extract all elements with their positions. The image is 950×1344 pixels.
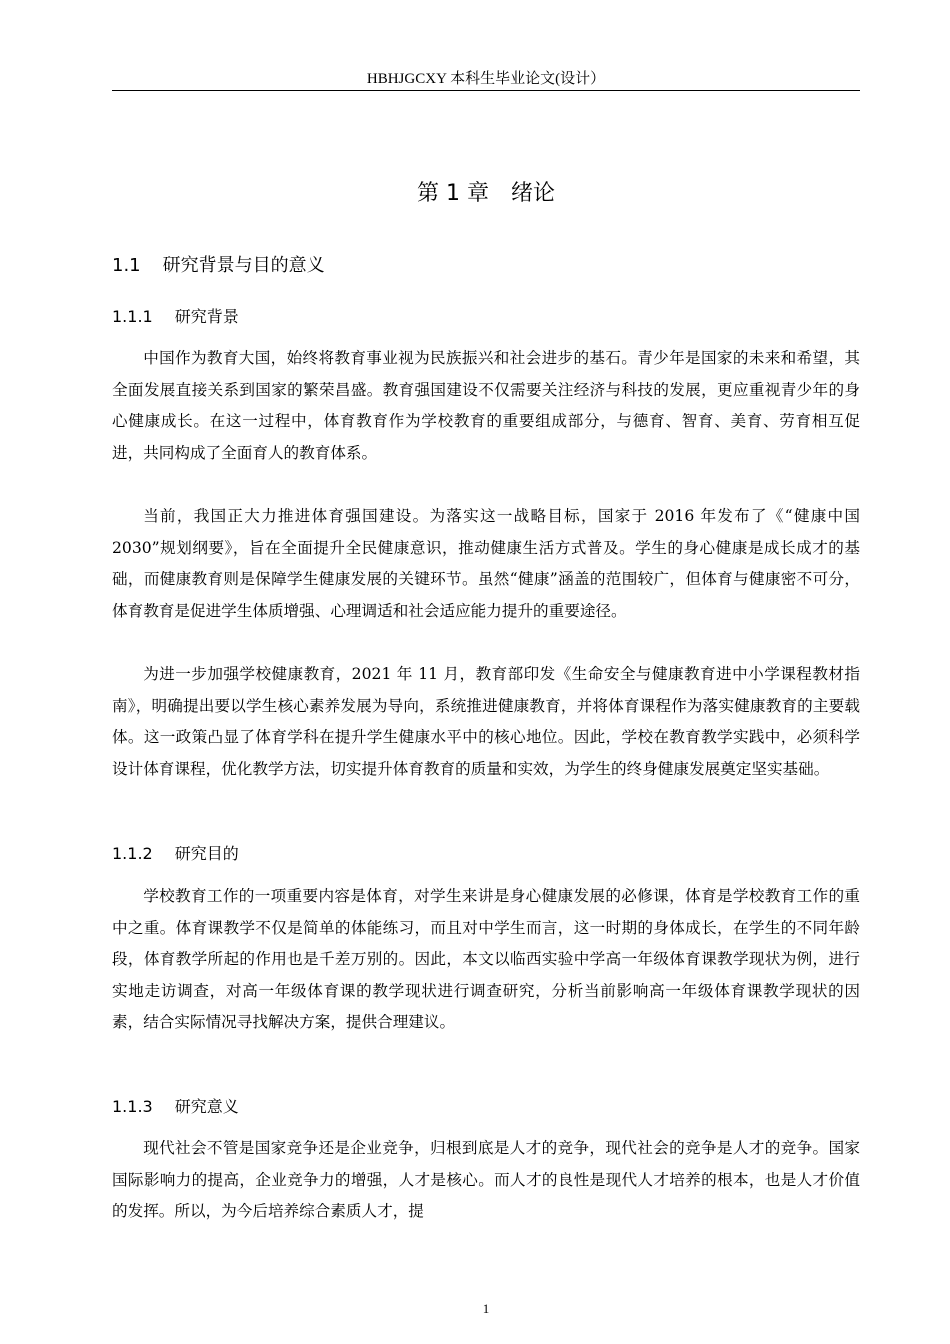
section-title: 研究背景与目的意义: [162, 255, 325, 276]
section-title: 研究意义: [174, 1097, 239, 1116]
paragraph-background-3: 为进一步加强学校健康教育，2021 年 11 月，教育部印发《生命安全与健康教育进中小学课程教材指南》，明确提出要以学生核心素养发展为导向，系统推进健康教育，并将体育课程作为落实健康教育的主要载体。这一政策凸显了体育学科在提升学生健康水平中的核心地位。因此，学校在教育教学实践中，必须科学设计体育课程，优化教学方法，切实提升体育教育的质量和实效，为学生的终身健康发展奠定坚实基础。: [112, 665, 860, 778]
paragraph-purpose-1: 学校教育工作的一项重要内容是体育，对学生来讲是身心健康发展的必修课，体育是学校教育工作的重中之重。体育课教学不仅是简单的体能练习，而且对中学生而言，这一时期的身体成长，在学生的不同年龄段，体育教学所起的作用也是千差万别的。因此，本文以临西实验中学高一年级体育课教学现状为例，进行实地走访调查，对高一年级体育课的教学现状进行调查研究，分析当前影响高一年级体育课教学现状的因素，结合实际情况寻找解决方案，提供合理建议。: [112, 887, 860, 1031]
section-heading-1-1: [112, 253, 860, 279]
page-number: 1: [482, 1301, 490, 1316]
section-title: 研究背景: [174, 307, 239, 326]
paragraph-significance-1: 现代社会不管是国家竞争还是企业竞争，归根到底是人才的竞争，现代社会的竞争是人才的竞争。国家国际影响力的提高，企业竞争力的增强，人才是核心。而人才的良性是现代人才培养的根本，也是人才价值的发挥。所以，为今后培养综合素质人才，提: [112, 1139, 860, 1220]
paragraph-background-2: 当前，我国正大力推进体育强国建设。为落实这一战略目标，国家于 2016 年发布了《“健康中国 2030”规划纲要》，旨在全面提升全民健康意识，推动健康生活方式普及。学生的身心健康是成长成才的基础，而健康教育则是保障学生健康发展的关键环节。虽然“健康”涵盖的范围较广，但体育与健康密不可分，体育教育是促进学生体质增强、心理调适和社会适应能力提升的重要途径。: [112, 507, 860, 620]
paragraph-background-1: 中国作为教育大国，始终将教育事业视为民族振兴和社会进步的基石。青少年是国家的未来和希望，其全面发展直接关系到国家的繁荣昌盛。教育强国建设不仅需要关注经济与科技的发展，更应重视青少年的身心健康成长。在这一过程中，体育教育作为学校教育的重要组成部分，与德育、智育、美育、劳育相互促进，共同构成了全面育人的教育体系。: [112, 349, 860, 462]
section-heading-1-1-2: [112, 842, 860, 866]
chapter-title: 第 1 章 绪论: [417, 181, 555, 206]
section-number: 1.1: [112, 255, 141, 276]
section-number: 1.1.1: [112, 307, 153, 326]
section-number: 1.1.2: [112, 844, 153, 863]
section-title: 研究目的: [174, 844, 239, 863]
section-number: 1.1.3: [112, 1097, 153, 1116]
section-heading-1-1-1: [112, 305, 860, 329]
header-rule: [112, 90, 860, 91]
page-header: HBHJGCXY 本科生毕业论文(设计）: [366, 71, 606, 87]
section-heading-1-1-3: [112, 1095, 860, 1119]
